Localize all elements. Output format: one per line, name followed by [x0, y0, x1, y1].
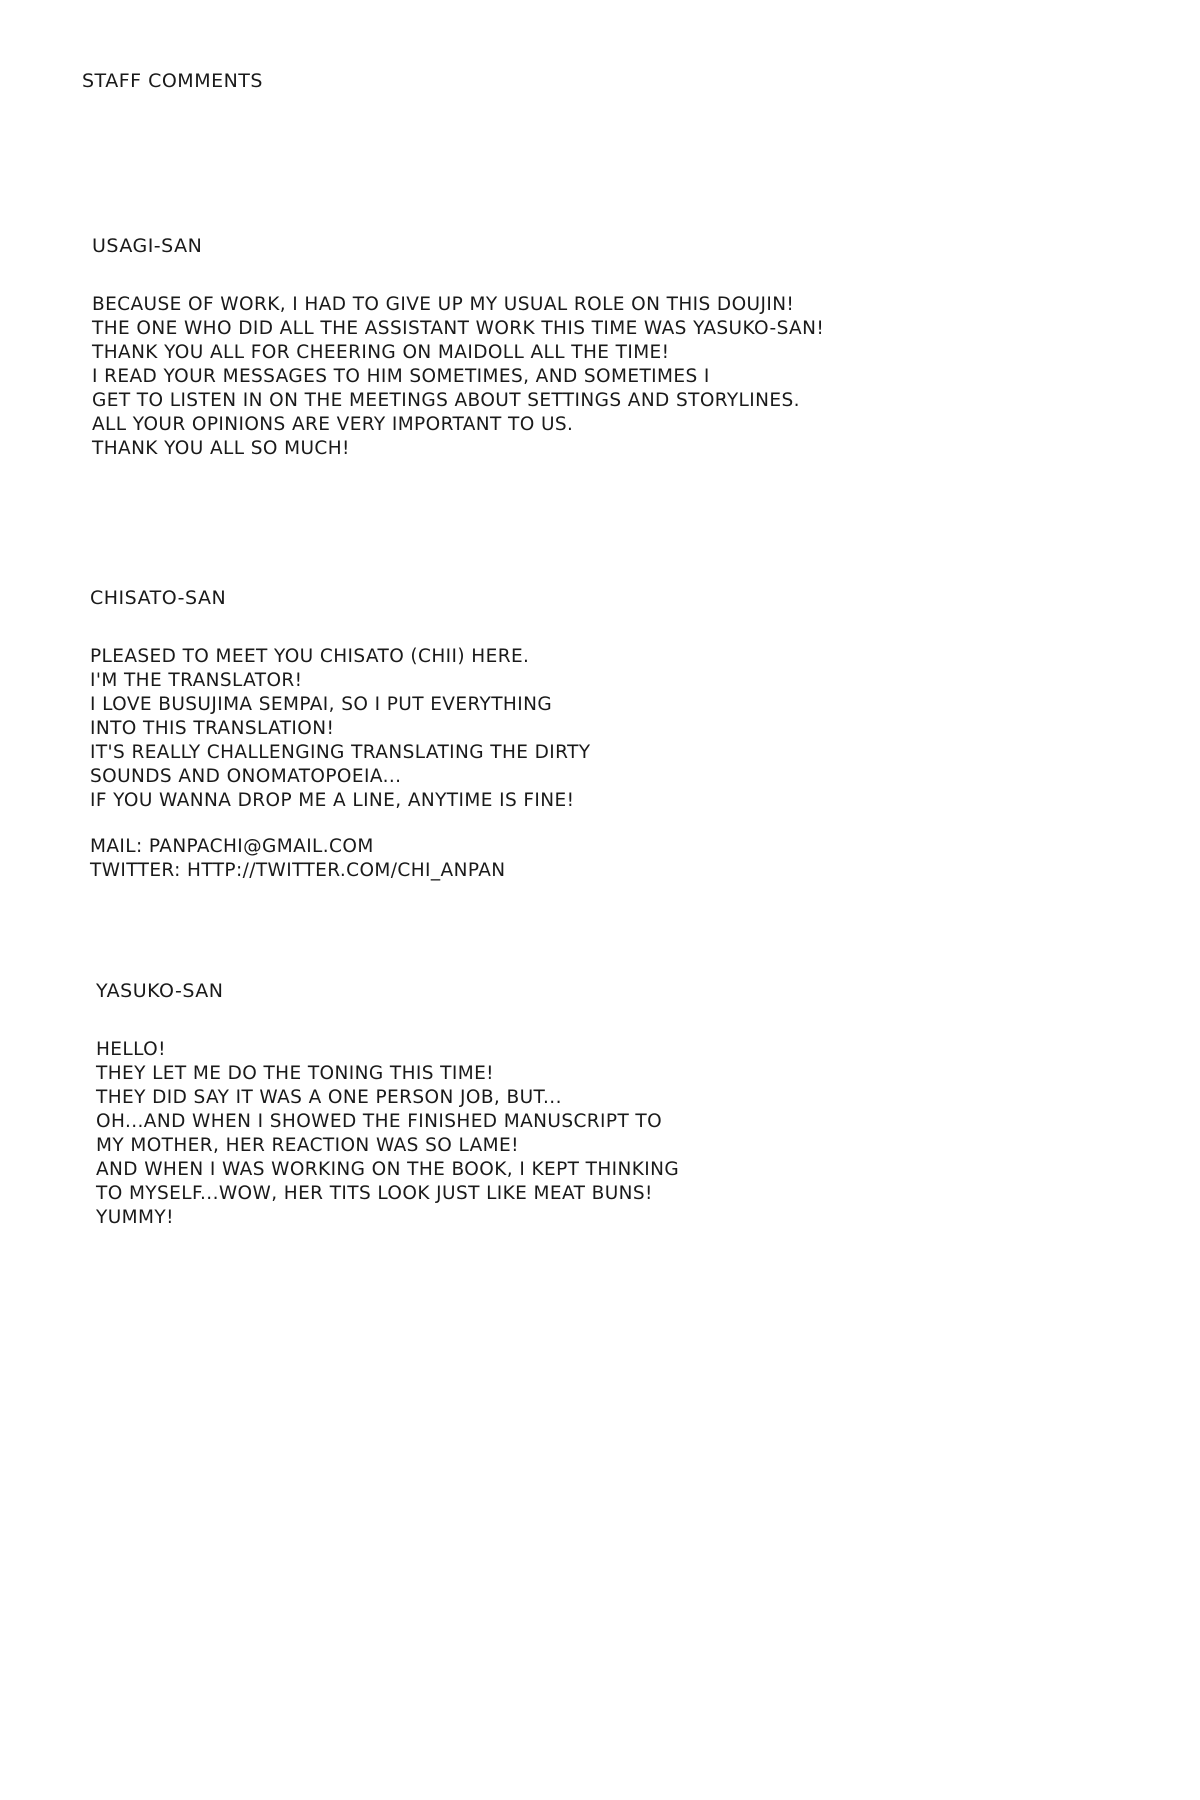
staff-comment-chisato	[90, 586, 590, 883]
staff-name: CHISATO-SAN	[90, 587, 227, 609]
comment-line: MY MOTHER, HER REACTION WAS SO LAME!	[96, 1135, 519, 1156]
comment-line: I READ YOUR MESSAGES TO HIM SOMETIMES, AND SOMETIMES I	[92, 366, 710, 387]
comment-line: THANK YOU ALL FOR CHEERING ON MAIDOLL ALL THE TIME!	[92, 342, 670, 363]
comment-line: ALL YOUR OPINIONS ARE VERY IMPORTANT TO US.	[92, 414, 574, 435]
comment-line: I LOVE BUSUJIMA SEMPAI, SO I PUT EVERYTHING	[90, 694, 553, 715]
comment-line: THE ONE WHO DID ALL THE ASSISTANT WORK THIS TIME WAS YASUKO-SAN!	[92, 318, 825, 339]
comment-line: I'M THE TRANSLATOR!	[90, 670, 303, 691]
comment-line: IF YOU WANNA DROP ME A LINE, ANYTIME IS FINE!	[90, 790, 575, 811]
comment-text	[96, 1038, 679, 1230]
comment-line: OH...AND WHEN I SHOWED THE FINISHED MANUSCRIPT TO	[96, 1111, 663, 1132]
staff-name: USAGI-SAN	[92, 235, 203, 257]
comment-line: SOUNDS AND ONOMATOPOEIA...	[90, 766, 402, 787]
comment-line: HELLO!	[96, 1039, 166, 1060]
staff-name: YASUKO-SAN	[96, 980, 224, 1002]
comment-line: PLEASED TO MEET YOU CHISATO (CHII) HERE.	[90, 646, 530, 667]
staff-comment-usagi	[92, 234, 824, 461]
mail-address: MAIL: PANPACHI@GMAIL.COM	[90, 836, 374, 857]
contact-info	[90, 835, 590, 883]
page-title: STAFF COMMENTS	[82, 70, 263, 92]
comment-line: IT'S REALLY CHALLENGING TRANSLATING THE DIRTY	[90, 742, 591, 763]
comment-line: YUMMY!	[96, 1207, 174, 1228]
twitter-link: TWITTER: HTTP://TWITTER.COM/CHI_ANPAN	[90, 860, 506, 881]
comment-text	[90, 645, 590, 813]
comment-line: BECAUSE OF WORK, I HAD TO GIVE UP MY USUAL ROLE ON THIS DOUJIN!	[92, 294, 795, 315]
comment-line: THEY LET ME DO THE TONING THIS TIME!	[96, 1063, 494, 1084]
comment-text	[92, 293, 824, 461]
comment-line: AND WHEN I WAS WORKING ON THE BOOK, I KEPT THINKING	[96, 1159, 680, 1180]
staff-comment-yasuko	[96, 979, 679, 1230]
comment-line: TO MYSELF...WOW, HER TITS LOOK JUST LIKE MEAT BUNS!	[96, 1183, 653, 1204]
comment-line: THEY DID SAY IT WAS A ONE PERSON JOB, BUT...	[96, 1087, 562, 1108]
comment-line: INTO THIS TRANSLATION!	[90, 718, 335, 739]
comment-line: THANK YOU ALL SO MUCH!	[92, 438, 350, 459]
comment-line: GET TO LISTEN IN ON THE MEETINGS ABOUT SETTINGS AND STORYLINES.	[92, 390, 800, 411]
